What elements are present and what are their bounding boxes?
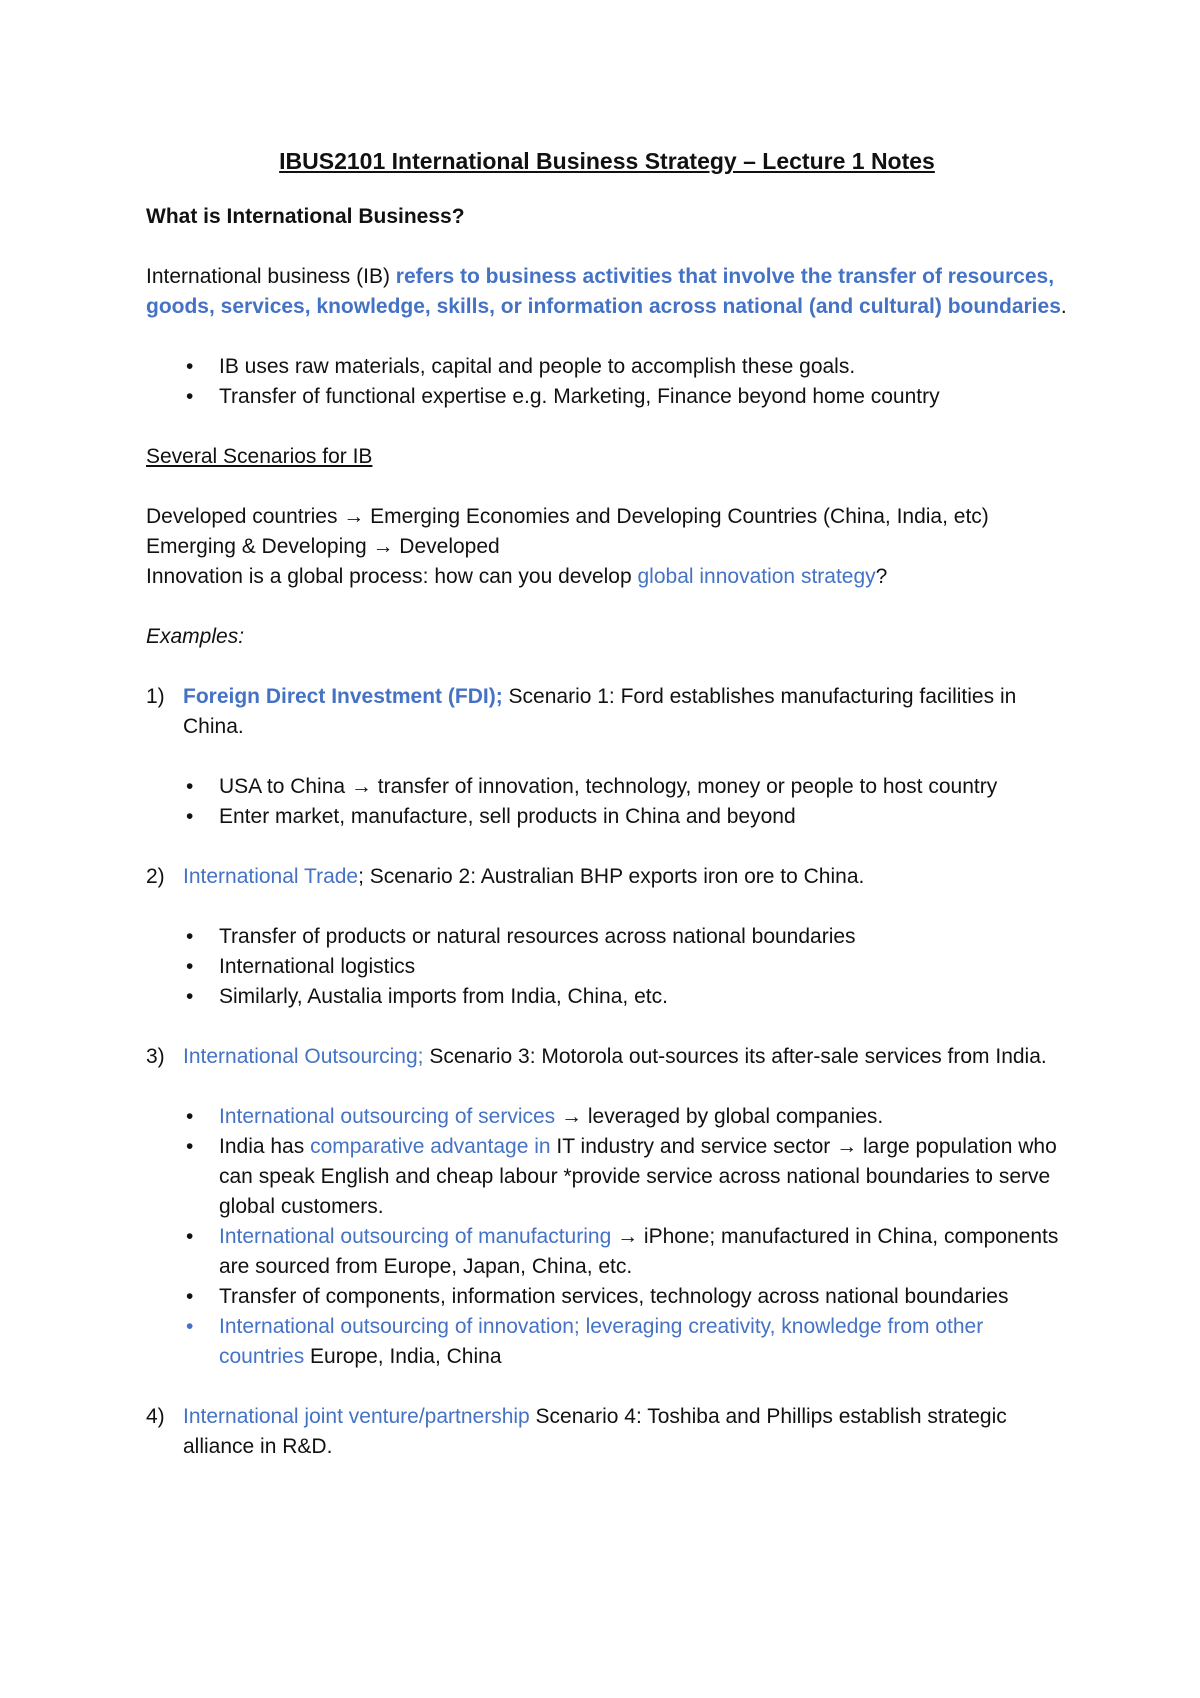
numbered-item-outsourcing: [146, 1042, 1068, 1072]
arrow-right-icon: →: [561, 1105, 583, 1128]
fdi-bullet-list: [146, 772, 1068, 832]
list-item: [146, 772, 1068, 802]
list-item-text: Similarly, Austalia imports from India, China, etc.: [219, 985, 668, 1008]
list-item-text: Transfer of functional expertise e.g. Marketing, Finance beyond home country: [219, 385, 940, 408]
list-item-highlight: International outsourcing of innovation: [219, 1315, 574, 1338]
arrow-right-icon: →: [350, 775, 372, 798]
list-item-highlight: ; leveraging creativity, knowledge from other countries: [219, 1315, 984, 1368]
section-heading-scenarios: Several Scenarios for IB: [146, 445, 373, 468]
item-highlight: International Outsourcing;: [183, 1045, 424, 1068]
item-number: 1): [146, 685, 165, 708]
list-item-text: iPhone; manufactured in China, components are sourced from Europe, Japan, China, etc.: [219, 1225, 1059, 1278]
line-text: Developed countries: [146, 505, 344, 528]
page-title: IBUS2101 International Business Strategy – Lecture 1 Notes: [279, 148, 935, 174]
list-item-text: large population who can speak English and cheap labour *provide service across national boundaries to serve global customers.: [219, 1135, 1057, 1218]
global-innovation-highlight: global innovation strategy: [637, 565, 876, 588]
item-text: Scenario 4: Toshiba and Phillips establish strategic alliance in R&D.: [183, 1405, 1007, 1458]
scenario-line-2: [146, 532, 1068, 562]
scenario-line-1: [146, 502, 1068, 532]
list-item: [146, 352, 1068, 382]
item-text: Scenario 3: Motorola out-sources its after-sale services from India.: [423, 1045, 1047, 1068]
arrow-right-icon: →: [343, 505, 365, 528]
bullet-icon: •: [186, 775, 194, 798]
bullet-icon: •: [186, 1285, 194, 1308]
line-text: Emerging Economies and Developing Countries (China, India, etc): [364, 505, 989, 528]
list-item-highlight: International outsourcing of services: [219, 1105, 556, 1128]
line-text: Developed: [393, 535, 500, 558]
list-item-text: leveraged by global companies.: [582, 1105, 884, 1128]
item-number: 3): [146, 1045, 165, 1068]
arrow-right-icon: →: [372, 535, 394, 558]
examples-label: Examples:: [146, 625, 245, 648]
trade-bullet-list: [146, 922, 1068, 1012]
list-item-text: USA to China: [219, 775, 351, 798]
bullet-icon: •: [186, 955, 194, 978]
list-item-text: transfer of innovation, technology, money or people to host country: [371, 775, 998, 798]
list-item-text: IT industry and service sector: [550, 1135, 837, 1158]
outsourcing-bullet-list: [146, 1102, 1068, 1372]
bullet-icon: •: [186, 1315, 194, 1338]
bullet-icon: •: [186, 1225, 194, 1248]
list-item: [146, 1282, 1068, 1312]
item-text: Scenario 1: Ford establishes manufacturing facilities in China.: [183, 685, 1017, 738]
bullet-icon: •: [186, 385, 194, 408]
list-item-text: International logistics: [219, 955, 416, 978]
list-item-highlight: International outsourcing of manufacturing: [219, 1225, 612, 1248]
list-item-highlight: comparative advantage in: [310, 1135, 551, 1158]
bullet-icon: •: [186, 925, 194, 948]
item-highlight: Foreign Direct Investment (FDI);: [183, 685, 503, 708]
ib-definition: [146, 262, 1068, 322]
section-heading-what-is-ib: What is International Business?: [146, 205, 465, 228]
definition-prefix: International business (IB): [146, 265, 396, 288]
list-item: [146, 1102, 1068, 1132]
item-highlight: International Trade: [183, 865, 359, 888]
numbered-item-joint-venture: [146, 1402, 1068, 1462]
list-item: [146, 922, 1068, 952]
line-text: Innovation is a global process: how can you develop: [146, 565, 638, 588]
list-item: [146, 1132, 1068, 1222]
list-item-text: Europe, India, China: [304, 1345, 502, 1368]
numbered-item-trade: [146, 862, 1068, 892]
scenario-line-3: [146, 562, 1068, 592]
item-number: 2): [146, 865, 165, 888]
list-item: [146, 382, 1068, 412]
bullet-icon: •: [186, 1105, 194, 1128]
bullet-icon: •: [186, 355, 194, 378]
definition-suffix: .: [1060, 295, 1067, 318]
list-item: [146, 1222, 1068, 1282]
bullet-icon: •: [186, 805, 194, 828]
list-item: [146, 802, 1068, 832]
list-item: [146, 1312, 1068, 1372]
item-highlight: International joint venture/partnership: [183, 1405, 530, 1428]
list-item-text: Enter market, manufacture, sell products in China and beyond: [219, 805, 796, 828]
ib-bullet-list: [146, 352, 1068, 412]
list-item-text: IB uses raw materials, capital and people to accomplish these goals.: [219, 355, 856, 378]
list-item-text: India has: [219, 1135, 311, 1158]
item-number: 4): [146, 1405, 165, 1428]
line-text: ?: [875, 565, 888, 588]
definition-highlight: refers to business activities that involve the transfer of resources, goods, services, knowledge, skills, or information across national (and cultural) boundaries: [146, 265, 1061, 318]
item-text: ; Scenario 2: Australian BHP exports iron ore to China.: [358, 865, 865, 888]
line-text: Emerging & Developing: [146, 535, 373, 558]
arrow-right-icon: →: [836, 1135, 858, 1158]
list-item: [146, 982, 1068, 1012]
bullet-icon: •: [186, 1135, 194, 1158]
numbered-item-fdi: [146, 682, 1068, 742]
list-item-text: Transfer of products or natural resources across national boundaries: [219, 925, 856, 948]
bullet-icon: •: [186, 985, 194, 1008]
list-item: [146, 952, 1068, 982]
list-item-text: Transfer of components, information services, technology across national boundaries: [219, 1285, 1009, 1308]
arrow-right-icon: →: [617, 1225, 639, 1248]
